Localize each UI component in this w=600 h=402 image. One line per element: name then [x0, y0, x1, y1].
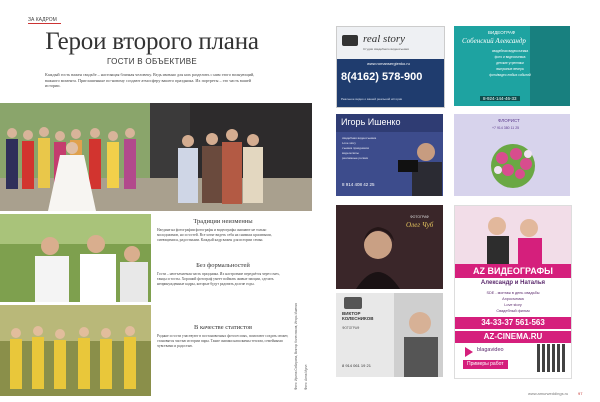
oleg-name: Олег Чуб: [406, 221, 434, 229]
real-story-slogan: Реальное видео о вашей реальной истории: [341, 97, 403, 101]
az-phone: 34-33-37 561-563: [455, 317, 571, 329]
page-title: Герои второго плана: [45, 28, 259, 55]
real-story-phone: 8(4162) 578-900: [341, 71, 423, 83]
intro-paragraph: Каждый гость важен свадьбе – настоящая близкая человеку. Ведь именно для них разделить с ним этого волнующий, важного момента. Приглашенные по-новому создают атмосферу вашего праздника. Их портреты – это часть вашей истории.: [45, 72, 255, 89]
ishchenko-services: свадебная видеосъемка Love story съемка праздников видеоклипы рекламные ролики: [342, 136, 377, 160]
ad-florist[interactable]: [454, 114, 570, 196]
az-services: SDE - монтаж в день свадьбы Аэросъемка Love story Свадебный фильм: [486, 291, 540, 313]
az-examples: Примеры работ: [463, 360, 508, 369]
section-text-extras: Родные и гости участвуют в постановочных фотосессиях, помогают создать сюжет, становятся частью истории пары. Такие снимки наполнены теплом, семейными чувствами и радостью.: [157, 334, 289, 349]
real-story-sub: Студия свадебного видеосъемки: [363, 47, 409, 51]
page-subtitle: ГОСТИ В ОБЪЕКТИВЕ: [107, 57, 197, 66]
camera-icon: [344, 297, 362, 309]
florist-phone: +7 914 380 11 25: [492, 126, 520, 130]
couple-photo: [455, 206, 571, 264]
kolesnikov-sub: ФОТОГРАФ: [342, 326, 360, 330]
ad-oleg-chub[interactable]: [336, 205, 443, 289]
sobenski-phone: 8-924-144-46-33: [480, 96, 520, 101]
ishchenko-phone: 8 914 408 42 25: [342, 182, 375, 187]
section-heading-traditions: Традиции неизменны: [193, 218, 253, 225]
section-heading-extras: В качестве статистов: [193, 324, 253, 331]
flower-bouquet-photo: [468, 136, 558, 194]
section-text-informal: Гости – неотъемлемая часть праздника. Их настроение передаётся через смех, танцы и тосты. Хороший фотограф умеет поймать живые эмоции, сделать непринужденные кадры, которые будут радовать долгие годы.: [157, 272, 280, 287]
section-text-traditions: Наедине на фотографии фотографы и видеографы снимают не только молодоженов, но и гостей. Все хотят видеть себя на снимках красивыми, смеющимися, радостными. Каждый кадр важен для истории семьи.: [157, 228, 272, 243]
page-url: www.amurweddings.ru: [528, 391, 569, 396]
kolesnikov-name: ВИКТОР КОЛЕСНИКОВ: [342, 311, 374, 321]
ad-kolesnikov[interactable]: [336, 293, 443, 377]
wedding-group-photo: [0, 103, 312, 211]
page-number: 97: [578, 391, 583, 396]
az-url[interactable]: AZ-CINEMA.RU: [455, 331, 571, 343]
play-icon: [465, 347, 473, 357]
videographer-photo: [398, 134, 443, 196]
qr-code-icon: [537, 344, 565, 372]
az-names: Александр и Наталья: [480, 280, 546, 286]
florist-label: ФЛОРИСТ: [498, 118, 520, 123]
az-blog[interactable]: blagavideo: [477, 347, 504, 353]
az-badge: AZ ВИДЕОГРАФЫ: [455, 264, 571, 278]
portrait-photo: [394, 293, 443, 377]
ishchenko-name: Игорь Ишенко: [341, 117, 401, 127]
sobenski-services: свадебная видеосъемка фото и видеосъемка детские утренники выпускные вечера фото/видео любых событий: [489, 49, 531, 77]
oleg-label: ФОТОГРАФ: [410, 215, 429, 219]
photo-credits-main: Фото: Ирина Сибирина, Виктор Колесников, Игорь Ишенко: [294, 302, 298, 390]
kolesnikov-phone: 8 914 061 19 21: [342, 363, 371, 368]
sobenski-name: Собенский Александр: [462, 37, 526, 45]
bridesmaids-photo: [0, 305, 151, 396]
camera-icon: [342, 35, 358, 46]
ad-ishchenko[interactable]: [336, 114, 443, 196]
guests-photo: [0, 214, 151, 302]
photo-credits-secondary: Фото: Анна Мулл: [304, 364, 308, 390]
section-label: ЗА КАДРОМ: [28, 17, 61, 24]
right-page-ads: [318, 0, 600, 402]
real-story-url: www.romansergienko.ru: [367, 61, 410, 66]
ad-az-videographers[interactable]: [454, 205, 572, 379]
ad-real-story[interactable]: [336, 26, 445, 108]
section-heading-informal: Без формальностей: [196, 262, 250, 269]
ad-sobenski[interactable]: [454, 26, 570, 106]
real-story-brand: real story: [363, 33, 406, 45]
sobenski-label: ВИДЕОГРАФ: [488, 30, 516, 35]
